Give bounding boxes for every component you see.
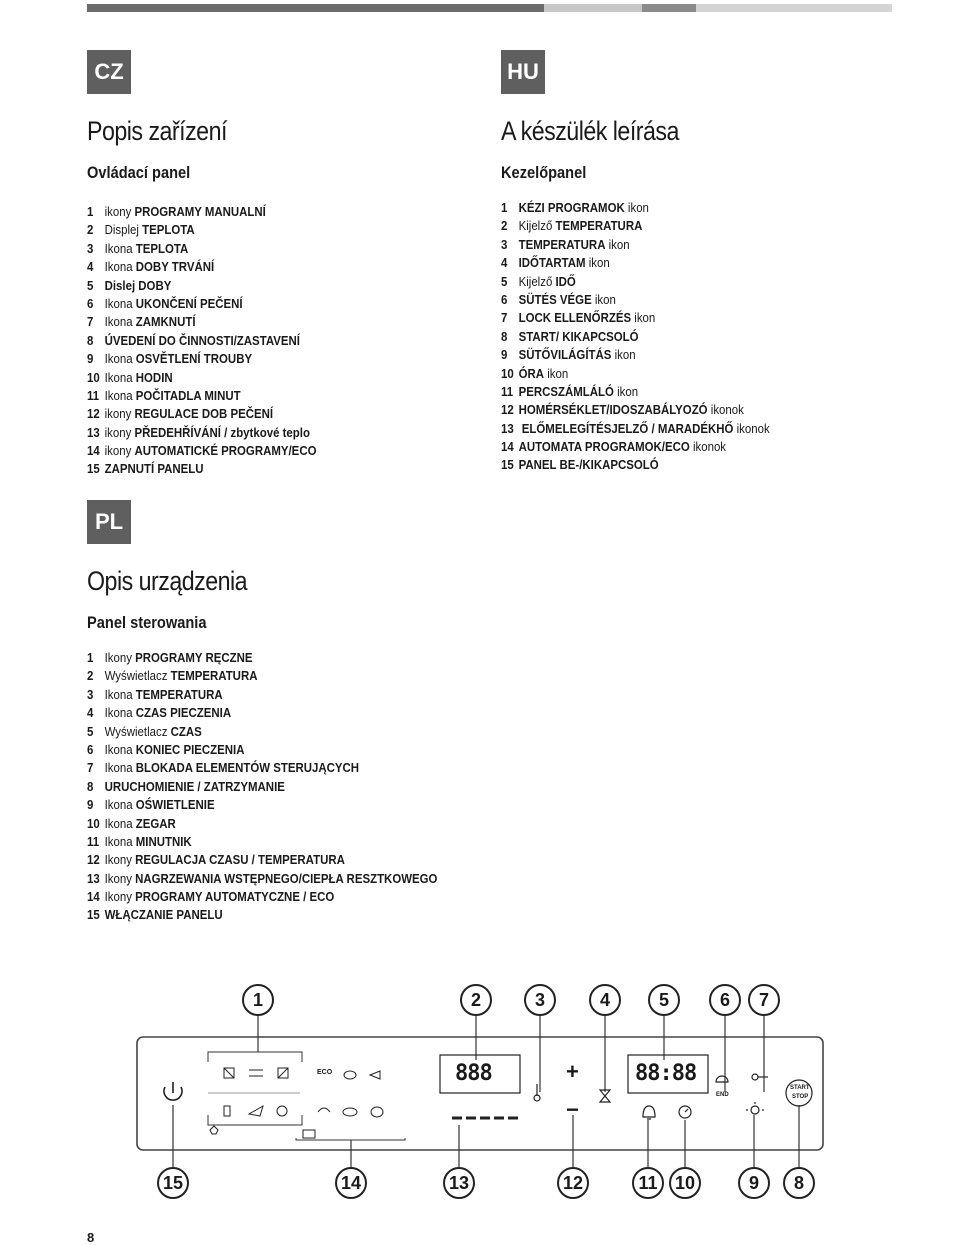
item-suffix: ikon (605, 236, 630, 252)
item-number: 8 (501, 328, 508, 344)
pl-list-item (87, 667, 437, 685)
item-label: TEPLOTA (135, 240, 189, 256)
lang-badge-cz: CZ (87, 50, 131, 94)
item-number: 7 (87, 760, 94, 776)
item-label: HODIN (135, 369, 173, 385)
leader-lines (173, 1016, 799, 1168)
cz-list-item (87, 332, 316, 350)
item-prefix: Ikony (104, 870, 136, 886)
power-icon (164, 1082, 182, 1100)
cz-list-item (87, 424, 316, 442)
cz-list-item (87, 405, 316, 423)
pl-list-item (87, 833, 437, 851)
pl-item-list (87, 649, 485, 925)
item-number: 2 (87, 222, 94, 238)
item-prefix: Ikona (104, 240, 136, 256)
item-prefix: Ikona (104, 797, 136, 813)
item-label: CZAS (170, 723, 202, 739)
callout-2: 2 (460, 984, 492, 1016)
icon-group-brackets (208, 1052, 405, 1140)
cz-list-item (87, 442, 316, 460)
hourglass-icon (600, 1090, 610, 1102)
cz-list-item (87, 460, 316, 478)
hu-item-list (501, 199, 806, 475)
item-prefix: Ikona (104, 369, 136, 385)
lang-badge-hu: HU (501, 50, 545, 94)
item-number: 6 (87, 295, 94, 311)
end-label: END (716, 1092, 729, 1098)
item-number: 8 (87, 778, 94, 794)
item-number: 11 (501, 383, 514, 399)
bell-icon (643, 1106, 655, 1119)
item-label: OŚWIETLENIE (135, 797, 215, 813)
item-number: 9 (87, 797, 94, 813)
item-number: 10 (87, 815, 100, 831)
item-number: 2 (501, 218, 508, 234)
pl-list-item (87, 704, 437, 722)
cz-list-item (87, 295, 316, 313)
item-label: TEPLOTA (142, 222, 195, 238)
item-number: 3 (87, 240, 94, 256)
item-prefix: Ikona (104, 686, 136, 702)
item-prefix: ikony (104, 424, 135, 440)
callout-3: 3 (524, 984, 556, 1016)
item-number: 8 (87, 332, 94, 348)
hu-list-item (501, 273, 770, 291)
lang-badge-pl: PL (87, 500, 131, 544)
item-number: 12 (87, 406, 100, 422)
item-label: TEMPERATURA (170, 668, 258, 684)
item-label: AUTOMATICKÉ PROGRAMY/ECO (134, 443, 317, 459)
lamp-icon (746, 1102, 764, 1114)
callout-13: 13 (443, 1167, 475, 1199)
item-number: 14 (501, 439, 514, 455)
item-label: PROGRAMY RĘCZNE (135, 650, 253, 665)
hu-list-item (501, 456, 770, 474)
top-bar-mid (642, 4, 696, 12)
pl-list-item (87, 888, 437, 906)
item-label: TEMPERATURA (135, 686, 223, 702)
item-suffix: ikon (613, 383, 639, 399)
item-label: IDŐ (555, 273, 576, 289)
item-prefix: Ikona (104, 760, 136, 776)
hu-list-item (501, 346, 770, 364)
cz-list-item (87, 313, 316, 331)
item-number: 5 (501, 273, 508, 289)
minus-button[interactable]: − (566, 1097, 579, 1122)
item-number: 15 (501, 457, 514, 473)
pl-list-item (87, 815, 437, 833)
stop-label[interactable]: STOP (792, 1094, 809, 1100)
page-number: 8 (87, 1230, 95, 1245)
item-suffix: ikon (624, 200, 649, 215)
hu-list-item (501, 217, 770, 235)
item-label: OSVĚTLENÍ TROUBY (135, 351, 253, 367)
item-number: 7 (87, 314, 94, 330)
item-label: ZEGAR (135, 815, 176, 831)
hu-list-item (501, 438, 770, 456)
top-bar-dark (87, 4, 544, 12)
item-number: 10 (87, 369, 100, 385)
item-prefix: Ikona (104, 351, 136, 367)
item-label: PŘEDEHŘÍVÁNÍ / zbytkové teplo (134, 424, 310, 440)
item-label: WŁĄCZANIE PANELU (104, 907, 223, 923)
item-number: 15 (87, 461, 100, 477)
item-number: 11 (87, 833, 100, 849)
item-number: 14 (87, 889, 100, 905)
item-label: PERCSZÁMLÁLÓ (518, 383, 614, 399)
hu-list-item (501, 309, 770, 327)
pl-list-item (87, 649, 437, 667)
item-number: 4 (87, 259, 94, 275)
item-prefix: Kijelző (518, 273, 556, 289)
pl-list-item (87, 759, 437, 777)
cz-item-list (87, 203, 348, 479)
item-label: ELŐMELEGÍTÉSJELZŐ / MARADÉKHŐ (521, 420, 734, 436)
hu-title: A készülék leírása (501, 116, 679, 146)
item-number: 1 (87, 204, 94, 219)
item-prefix: Ikona (104, 387, 136, 403)
item-label: DOBY TRVÁNÍ (135, 259, 215, 275)
hu-list-item (501, 291, 770, 309)
pl-list-item (87, 686, 437, 704)
item-label: URUCHOMIENIE / ZATRZYMANIE (104, 778, 285, 794)
item-prefix: Wyświetlacz (104, 668, 171, 684)
item-label: SÜTŐVILÁGÍTÁS (518, 347, 612, 363)
item-label: SÜTÉS VÉGE (518, 291, 592, 307)
item-number: 4 (87, 705, 94, 721)
item-suffix: ikonok (689, 439, 727, 455)
item-suffix: ikon (544, 365, 569, 381)
item-suffix: ikon (585, 255, 610, 271)
item-label: BLOKADA ELEMENTÓW STERUJĄCYCH (135, 760, 360, 776)
top-bar-right (696, 4, 892, 12)
pl-list-item (87, 870, 437, 888)
item-number: 12 (87, 852, 100, 868)
manual-program-icons (210, 1068, 288, 1134)
item-prefix: Ikona (104, 295, 136, 311)
hu-list-item (501, 236, 770, 254)
item-label: NAGRZEWANIA WSTĘPNEGO/CIEPŁA RESZTKOWEGO (135, 870, 438, 886)
item-label: AUTOMATA PROGRAMOK/ECO (518, 439, 690, 455)
item-number: 13 (501, 420, 514, 436)
item-label: LOCK ELLENŐRZÉS (518, 310, 632, 326)
item-label: REGULACE DOB PEČENÍ (134, 406, 274, 422)
item-number: 1 (501, 200, 508, 215)
clock-icon (679, 1106, 691, 1118)
item-label: UKONČENÍ PEČENÍ (135, 295, 243, 311)
pl-list-item (87, 906, 437, 924)
item-label: ÓRA (518, 365, 545, 381)
end-icon (716, 1076, 728, 1082)
item-number: 11 (87, 387, 100, 403)
item-label: ZAMKNUTÍ (135, 314, 196, 330)
item-number: 14 (87, 443, 100, 459)
item-label: KONIEC PIECZENIA (135, 741, 245, 757)
item-prefix: ikony (104, 443, 135, 459)
item-prefix: Ikona (104, 314, 136, 330)
item-label: CZAS PIECZENIA (135, 705, 232, 721)
hu-list-item (501, 383, 770, 401)
item-label: PROGRAMY MANUALNÍ (134, 204, 266, 219)
callout-10: 10 (669, 1167, 701, 1199)
cz-list-item (87, 387, 316, 405)
item-prefix: Kijelző (518, 218, 556, 234)
callout-7: 7 (748, 984, 780, 1016)
cz-list-item (87, 369, 316, 387)
callout-9: 9 (738, 1167, 770, 1199)
pl-list-item (87, 723, 437, 741)
hu-list-item (501, 328, 770, 346)
item-number: 3 (87, 686, 94, 702)
item-prefix: Ikony (104, 650, 136, 665)
cz-list-item (87, 277, 316, 295)
cz-list-item (87, 203, 316, 221)
item-label: ÚVEDENÍ DO ČINNOSTI/ZASTAVENÍ (104, 332, 300, 348)
item-suffix: ikonok (733, 420, 770, 436)
temperature-display-digits: 888 (455, 1061, 492, 1086)
callout-8: 8 (783, 1167, 815, 1199)
start-label[interactable]: START (790, 1085, 810, 1091)
item-label: TEMPERATURA (518, 236, 606, 252)
item-label: START/ KIKAPCSOLÓ (518, 328, 639, 344)
item-label: IDŐTARTAM (518, 255, 586, 271)
item-prefix: Displej (104, 222, 143, 238)
callout-4: 4 (589, 984, 621, 1016)
start-stop-button-outline (786, 1080, 812, 1106)
item-label: PROGRAMY AUTOMATYCZNE / ECO (135, 889, 335, 905)
callout-15: 15 (157, 1167, 189, 1199)
item-prefix: Ikona (104, 815, 136, 831)
item-label: REGULACJA CZASU / TEMPERATURA (135, 852, 345, 868)
item-number: 1 (87, 650, 94, 665)
item-number: 10 (501, 365, 514, 381)
callout-12: 12 (557, 1167, 589, 1199)
hu-list-item (501, 365, 770, 383)
eco-label: ECO (317, 1069, 333, 1076)
cz-list-item (87, 350, 316, 368)
item-number: 5 (87, 277, 94, 293)
pl-list-item (87, 741, 437, 759)
pl-list-item (87, 796, 437, 814)
item-number: 12 (501, 402, 514, 418)
item-number: 13 (87, 424, 100, 440)
pl-list-item (87, 778, 437, 796)
plus-button[interactable]: + (566, 1059, 579, 1084)
item-suffix: ikon (631, 310, 656, 326)
item-number: 9 (87, 351, 94, 367)
item-label: TEMPERATURA (555, 218, 643, 234)
item-label: POČITADLA MINUT (135, 387, 241, 403)
thermometer-icon (534, 1084, 540, 1101)
item-prefix: Ikony (104, 852, 136, 868)
item-number: 13 (87, 870, 100, 886)
item-label: PANEL BE-/KIKAPCSOLÓ (518, 457, 659, 473)
item-number: 7 (501, 310, 508, 326)
cz-title: Popis zařízení (87, 116, 227, 146)
hu-list-item (501, 254, 770, 272)
item-prefix: Ikona (104, 833, 136, 849)
item-label: KÉZI PROGRAMOK (518, 200, 625, 215)
auto-program-icons (303, 1071, 383, 1138)
callout-1: 1 (242, 984, 274, 1016)
item-label: HOMÉRSÉKLET/IDOSZABÁLYOZÓ (518, 402, 708, 418)
item-suffix: ikonok (707, 402, 744, 418)
callout-6: 6 (709, 984, 741, 1016)
item-number: 9 (501, 347, 508, 363)
item-number: 2 (87, 668, 94, 684)
item-label: ZAPNUTÍ PANELU (104, 461, 204, 477)
item-number: 4 (501, 255, 508, 271)
cz-subtitle: Ovládací panel (87, 163, 191, 182)
callout-14: 14 (335, 1167, 367, 1199)
pl-subtitle: Panel sterowania (87, 613, 207, 632)
key-icon (752, 1074, 768, 1080)
cz-list-item (87, 258, 316, 276)
top-bar-light (544, 4, 642, 12)
item-label: Dislej DOBY (104, 277, 172, 293)
hu-list-item (501, 401, 770, 419)
item-number: 6 (87, 741, 94, 757)
item-prefix: Ikona (104, 259, 136, 275)
item-prefix: Ikona (104, 705, 136, 721)
hu-subtitle: Kezelőpanel (501, 163, 587, 182)
pl-list-item (87, 851, 437, 869)
item-prefix: Ikona (104, 741, 136, 757)
item-suffix: ikon (611, 347, 636, 363)
time-display-digits: 88:88 (635, 1061, 697, 1086)
hu-list-item (501, 199, 770, 217)
item-label: MINUTNIK (135, 833, 192, 849)
callout-5: 5 (648, 984, 680, 1016)
item-prefix: Ikony (104, 889, 136, 905)
pl-title: Opis urządzenia (87, 566, 248, 596)
callout-11: 11 (632, 1167, 664, 1199)
cz-list-item (87, 240, 316, 258)
item-prefix: ikony (104, 406, 135, 422)
hu-list-item (501, 420, 770, 438)
item-prefix: Wyświetlacz (104, 723, 171, 739)
item-number: 3 (501, 236, 508, 252)
item-number: 6 (501, 291, 508, 307)
item-number: 15 (87, 907, 100, 923)
cz-list-item (87, 221, 316, 239)
item-prefix: ikony (104, 204, 135, 219)
item-number: 5 (87, 723, 94, 739)
item-suffix: ikon (591, 291, 616, 307)
